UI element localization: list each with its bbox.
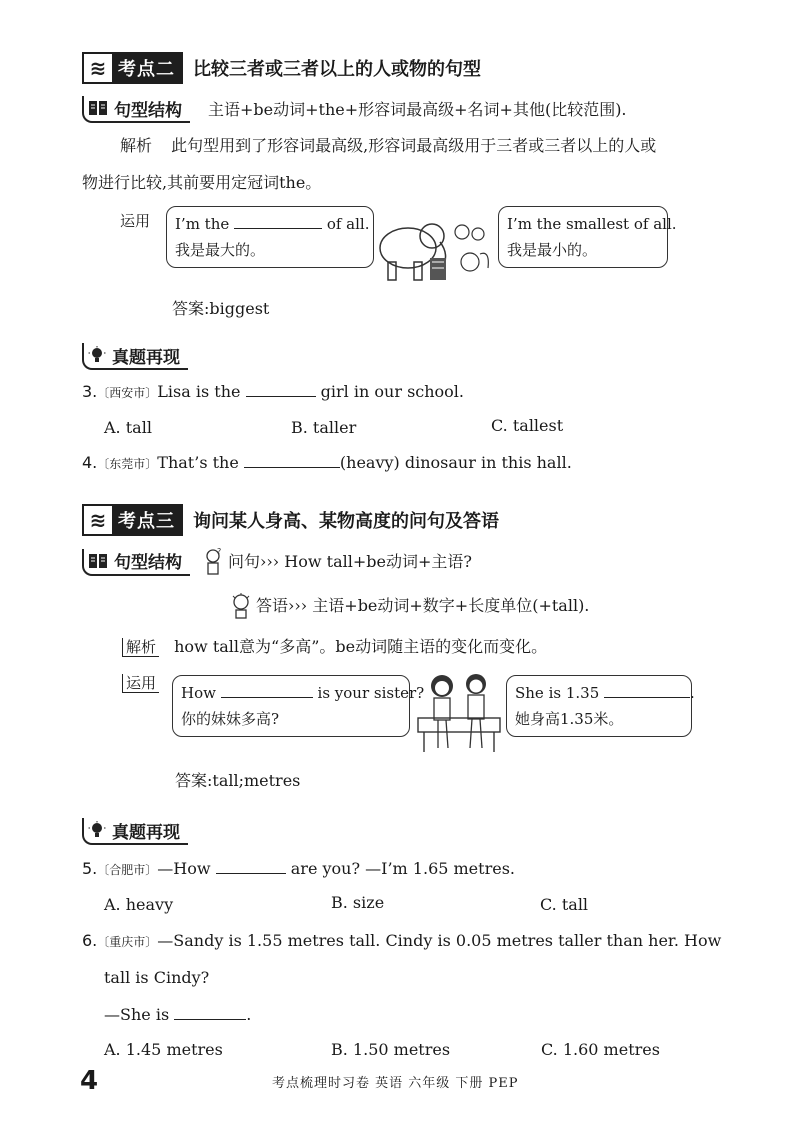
section3-structure-label: 句型结构 <box>82 549 190 576</box>
section2-use-label: 运用 <box>120 212 151 230</box>
section3-tag: ≋ 考点三 <box>82 504 183 536</box>
page-number: 4 <box>80 1066 99 1096</box>
answer-blank <box>246 382 316 397</box>
q6-option-a: A. 1.45 metres <box>104 1040 223 1059</box>
q6-option-c: C. 1.60 metres <box>541 1040 660 1059</box>
section2-answer: 答案:biggest <box>172 299 270 318</box>
question-5: 5.〔合肥市〕—How are you? —I’m 1.65 metres. <box>82 859 515 878</box>
svg-text:?: ? <box>217 548 222 556</box>
q3-option-c: C. tallest <box>491 416 564 435</box>
elephant-and-animals-illustration <box>370 210 495 285</box>
real1-label: 真题再现 <box>82 343 188 370</box>
section2-bubble-left: I’m the of all. 我是最大的。 <box>166 206 374 268</box>
answer-blank <box>174 1005 246 1020</box>
section2-tag: ≋ 考点二 <box>82 52 183 84</box>
section3-question-text: 问句››› How tall+be动词+主语? <box>228 552 472 571</box>
lightbulb-icon <box>88 346 106 364</box>
wave-icon: ≋ <box>84 54 112 82</box>
section3-answer: 答案:tall;metres <box>175 771 301 790</box>
section2-structure-text: 主语+be动词+the+形容词最高级+名词+其他(比较范围). <box>208 99 627 119</box>
two-girls-illustration <box>414 668 504 754</box>
answer-blank <box>244 453 340 468</box>
q5-option-a: A. heavy <box>104 895 174 914</box>
section2-header <box>82 52 481 84</box>
q3-option-b: B. taller <box>291 418 357 437</box>
section3-bubble-right: She is 1.35 . 她身高1.35米。 <box>506 675 692 737</box>
wave-icon: ≋ <box>84 506 112 534</box>
q6-option-b: B. 1.50 metres <box>331 1040 451 1059</box>
question-3: 3.〔西安市〕Lisa is the girl in our school. <box>82 382 465 401</box>
question-6-line2: tall is Cindy? <box>104 968 210 987</box>
lightbulb-icon <box>88 821 106 839</box>
answer-blank <box>216 859 286 874</box>
answer-blank <box>221 683 313 698</box>
question-character-icon <box>202 548 224 576</box>
question-6-line1: 6.〔重庆市〕—Sandy is 1.55 metres tall. Cindy is 0.05 metres taller than her. How <box>82 931 722 950</box>
real2-label: 真题再现 <box>82 818 188 845</box>
book-icon <box>88 553 108 569</box>
analysis-label: 解析 <box>120 136 153 155</box>
question-4: 4.〔东莞市〕That’s the (heavy) dinosaur in this hall. <box>82 453 572 472</box>
section3-bubble-left: How is your sister? 你的妹妹多高? <box>172 675 410 737</box>
section3-title: 询问某人身高、某物高度的问句及答语 <box>193 511 499 532</box>
analysis-label: 解析 <box>122 638 159 657</box>
q5-option-c: C. tall <box>540 895 589 914</box>
section3-analysis: 解析 how tall意为“多高”。be动词随主语的变化而变化。 <box>122 636 547 658</box>
answer-blank <box>604 683 690 698</box>
answer-character-icon <box>230 592 252 620</box>
answer-blank <box>234 214 322 229</box>
section3-header <box>82 504 499 536</box>
book-icon <box>88 100 108 116</box>
footer-text: 考点梳理时习卷 英语 六年级 下册 PEP <box>272 1076 519 1091</box>
q3-option-a: A. tall <box>104 418 152 437</box>
section3-use-label: 运用 <box>122 674 159 693</box>
section2-structure-label: 句型结构 <box>82 96 190 123</box>
section2-analysis-line2: 物进行比较,其前要用定冠词the。 <box>82 173 322 192</box>
section3-answer-text: 答语››› 主语+be动词+数字+长度单位(+tall). <box>256 596 590 615</box>
section2-analysis-line1: 解析 此句型用到了形容词最高级,形容词最高级用于三者或三者以上的人或 <box>120 136 657 155</box>
section2-bubble-right: I’m the smallest of all. 我是最小的。 <box>498 206 668 268</box>
q5-option-b: B. size <box>331 893 385 912</box>
question-6-line3: —She is . <box>104 1005 252 1024</box>
section2-title: 比较三者或三者以上的人或物的句型 <box>193 59 481 80</box>
